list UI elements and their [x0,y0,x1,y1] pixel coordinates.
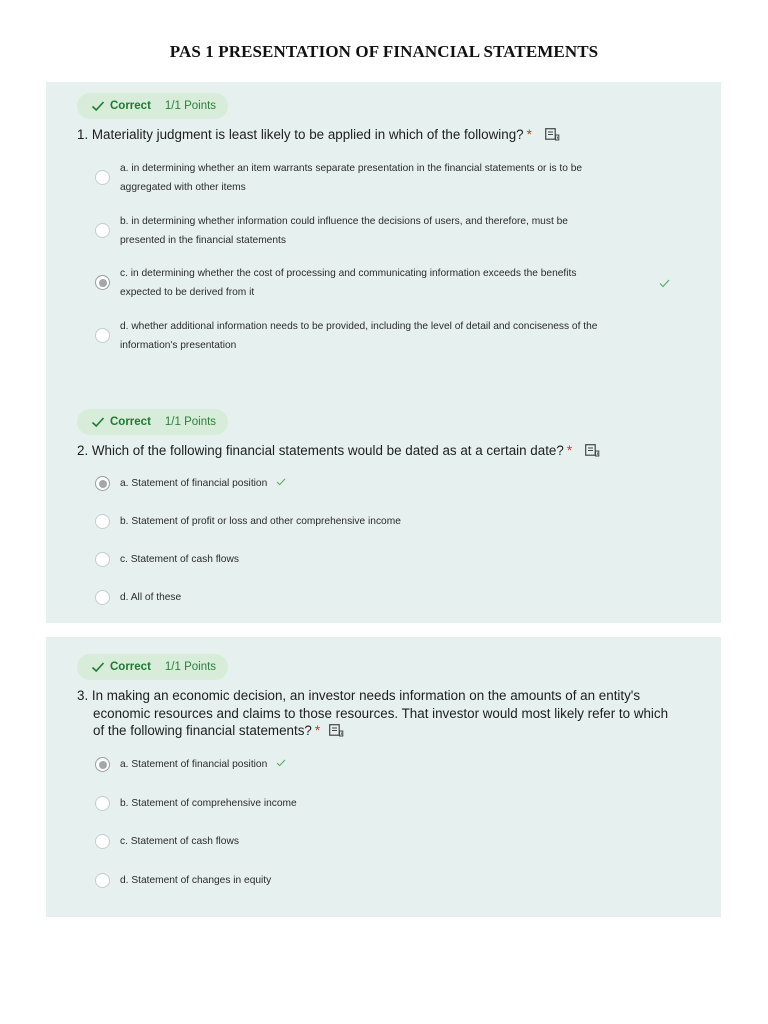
option-radio[interactable] [95,873,110,888]
option-label: c. Statement of cash flows [120,836,239,847]
checkmark-icon [91,99,105,113]
result-points: 1/1 Points [164,100,217,112]
question-label: 3. In making an economic decision, an investor needs information on the amounts of an entity's [77,688,641,703]
option-label [120,212,568,250]
option-radio-selected[interactable] [95,476,110,491]
card-divider [46,623,721,637]
option-radio[interactable] [95,552,110,567]
option-text-line: a. Statement of financial position [120,759,268,770]
option-radio-selected[interactable] [95,275,110,290]
question-text [77,442,600,460]
correct-answer-icon [276,478,286,486]
page-title: PAS 1 PRESENTATION OF FINANCIAL STATEMENTS [169,42,599,61]
question-label: economic resources and claims to those resources. That investor would most likely refer to which [93,705,669,721]
option-label [120,264,576,302]
option-label: b. Statement of profit or loss and other comprehensive income [120,516,401,527]
result-status: Correct [110,416,151,428]
option-label [120,755,286,774]
option-radio[interactable] [95,170,110,185]
checkmark-icon [91,660,105,674]
immersive-reader-icon[interactable] [545,128,560,141]
result-status: Correct [110,661,151,673]
option-radio[interactable] [95,514,110,529]
question-label: of the following financial statements? [93,723,312,738]
option-label: c. Statement of cash flows [120,554,239,565]
option-label: d. All of these [120,592,182,603]
option-label [120,317,597,355]
result-badge [77,93,228,119]
question-text [77,687,717,740]
option-label [120,474,286,493]
required-marker: * [314,723,321,738]
option-label [120,159,582,197]
option-radio-selected[interactable] [95,757,110,772]
option-radio[interactable] [95,223,110,238]
result-badge [77,409,228,435]
result-points: 1/1 Points [164,661,217,673]
option-text-line: information's presentation [120,340,237,351]
question-label: 1. Materiality judgment is least likely to be applied in which of the following? [77,127,524,142]
option-text-line: expected to be derived from it [120,287,255,298]
option-radio[interactable] [95,834,110,849]
correct-answer-icon [276,759,286,767]
option-label: b. Statement of comprehensive income [120,798,297,809]
option-text-line: presented in the financial statements [120,235,286,246]
result-points: 1/1 Points [164,416,217,428]
question-label-last [77,722,717,740]
option-text-line: b. in determining whether information could influence the decisions of users, and therefore, must be [120,216,568,227]
option-text-line: a. in determining whether an item warrants separate presentation in the financial statements or is to be [120,163,583,174]
option-radio[interactable] [95,590,110,605]
question-text [77,126,560,144]
option-text-line: aggregated with other items [120,182,246,193]
required-marker: * [526,127,532,142]
option-radio[interactable] [95,796,110,811]
option-label: d. Statement of changes in equity [120,875,272,886]
required-marker: * [566,443,573,458]
option-radio[interactable] [95,328,110,343]
question-label: 2. Which of the following financial statements would be dated as at a certain date? [77,443,564,458]
immersive-reader-icon[interactable] [585,444,600,457]
option-text-line: a. Statement of financial position [120,478,268,489]
option-text-line: c. in determining whether the cost of processing and communicating information exceeds the benefits [120,268,577,279]
correct-answer-icon [659,279,670,288]
immersive-reader-icon[interactable] [329,724,344,737]
checkmark-icon [91,415,105,429]
result-badge [77,654,228,680]
option-text-line: d. whether additional information needs to be provided, including the level of detail and conciseness of the [120,321,598,332]
result-status: Correct [110,100,151,112]
